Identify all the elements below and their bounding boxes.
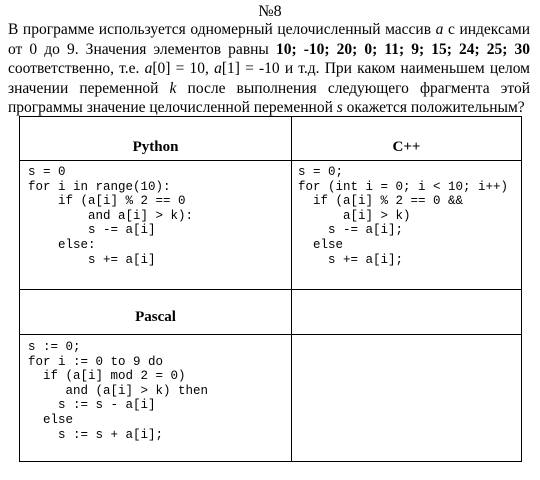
problem-text-segment: [1] = -10 и т.д. При каком наименьшем целом [221, 60, 530, 78]
problem-line [8, 20, 530, 40]
math-variable: k [169, 79, 177, 97]
cpp-code: s = 0; for (int i = 0; i < 10; i++) if (a[i] % 2 == 0 && a[i] > k) s -= a[i]; else s += a[i]; [298, 165, 509, 267]
problem-text-segment: от 0 до 9. Значения элементов равны [8, 40, 276, 58]
pascal-code: s := 0; for i := 0 to 9 do if (a[i] mod 2 = 0) and (a[i] > k) then s := s - a[i] else s := s + a[i]; [28, 340, 209, 442]
problem-number: №8 [258, 3, 282, 20]
math-variable: s [336, 99, 343, 117]
problem-text-segment: значении переменной [8, 79, 170, 97]
math-variable: a [144, 60, 153, 78]
table-row-divider [20, 160, 521, 161]
problem-line [8, 40, 530, 60]
python-code: s = 0 for i in range(10): if (a[i] % 2 == 0 and a[i] > k): s -= a[i] else: s += a[i] [28, 165, 194, 267]
problem-text-segment: программы значение целочисленной переменной [8, 99, 337, 117]
pascal-header: Pascal [135, 309, 176, 325]
problem-text-segment: соответственно, т.е. [8, 60, 145, 78]
problem-text-segment: В программе используется одномерный целочисленный массив [8, 21, 436, 38]
array-values: 10; -10; 20; 0; 11; 9; 15; 24; 25; 30 [275, 40, 530, 58]
problem-statement [8, 20, 530, 118]
problem-text-segment: [0] = 10, [152, 60, 215, 78]
problem-text-segment: окажется положительным? [342, 99, 525, 117]
problem-line [8, 59, 530, 79]
math-variable: a [435, 21, 444, 38]
math-variable: a [214, 60, 222, 78]
code-table [19, 116, 522, 462]
problem-text-segment: после выполнения следующего фрагмента этой [176, 79, 530, 97]
python-header: Python [132, 139, 179, 155]
problem-text-segment: с индексами [443, 21, 530, 38]
cpp-header: C++ [392, 139, 421, 155]
table-row-divider [20, 334, 521, 335]
table-row-divider [20, 289, 521, 290]
problem-line [8, 79, 530, 99]
